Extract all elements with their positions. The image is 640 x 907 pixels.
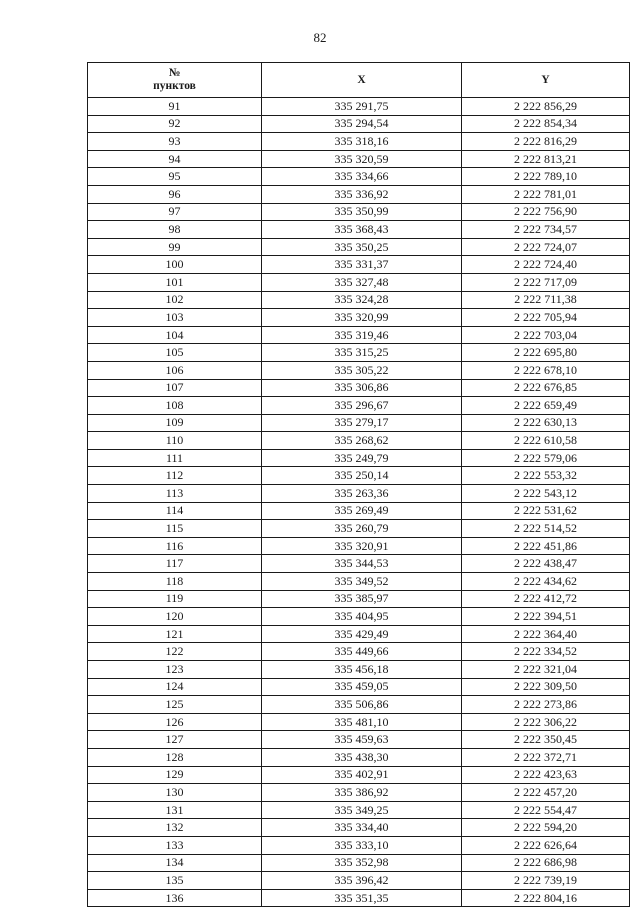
cell-x: 335 324,28 (262, 291, 462, 309)
cell-point-number: 125 (88, 696, 262, 714)
cell-point-number: 101 (88, 273, 262, 291)
cell-y: 2 222 553,32 (462, 467, 630, 485)
cell-x: 335 279,17 (262, 414, 462, 432)
cell-y: 2 222 739,19 (462, 872, 630, 890)
cell-x: 335 459,63 (262, 731, 462, 749)
cell-point-number: 110 (88, 432, 262, 450)
cell-y: 2 222 854,34 (462, 115, 630, 133)
cell-y: 2 222 334,52 (462, 643, 630, 661)
cell-point-number: 113 (88, 485, 262, 503)
cell-point-number: 97 (88, 203, 262, 221)
cell-x: 335 402,91 (262, 766, 462, 784)
cell-x: 335 249,79 (262, 449, 462, 467)
table-row (88, 467, 630, 485)
table-row (88, 485, 630, 503)
cell-x: 335 334,40 (262, 819, 462, 837)
cell-y: 2 222 350,45 (462, 731, 630, 749)
cell-x: 335 263,36 (262, 485, 462, 503)
cell-y: 2 222 434,62 (462, 573, 630, 591)
cell-point-number: 98 (88, 221, 262, 239)
header-number-sign: № (168, 67, 181, 79)
cell-y: 2 222 816,29 (462, 133, 630, 151)
cell-x: 335 456,18 (262, 661, 462, 679)
cell-y: 2 222 734,57 (462, 221, 630, 239)
table-row (88, 326, 630, 344)
cell-y: 2 222 711,38 (462, 291, 630, 309)
table-row (88, 344, 630, 362)
header-row (88, 63, 630, 98)
cell-point-number: 106 (88, 361, 262, 379)
cell-x: 335 459,05 (262, 678, 462, 696)
cell-point-number: 121 (88, 625, 262, 643)
cell-point-number: 108 (88, 397, 262, 415)
cell-y: 2 222 813,21 (462, 150, 630, 168)
cell-x: 335 333,10 (262, 836, 462, 854)
cell-x: 335 396,42 (262, 872, 462, 890)
cell-y: 2 222 554,47 (462, 801, 630, 819)
table-row (88, 748, 630, 766)
cell-y: 2 222 705,94 (462, 309, 630, 327)
cell-x: 335 334,66 (262, 168, 462, 186)
cell-point-number: 100 (88, 256, 262, 274)
cell-point-number: 124 (88, 678, 262, 696)
table-row (88, 801, 630, 819)
cell-point-number: 103 (88, 309, 262, 327)
cell-x: 335 250,14 (262, 467, 462, 485)
cell-x: 335 294,54 (262, 115, 462, 133)
cell-y: 2 222 451,86 (462, 537, 630, 555)
table-row (88, 449, 630, 467)
cell-point-number: 130 (88, 784, 262, 802)
table-row (88, 854, 630, 872)
cell-y: 2 222 724,07 (462, 238, 630, 256)
table-row (88, 309, 630, 327)
cell-point-number: 114 (88, 502, 262, 520)
table-row (88, 203, 630, 221)
cell-point-number: 95 (88, 168, 262, 186)
table-row (88, 590, 630, 608)
cell-y: 2 222 309,50 (462, 678, 630, 696)
cell-y: 2 222 695,80 (462, 344, 630, 362)
cell-point-number: 129 (88, 766, 262, 784)
table-row (88, 150, 630, 168)
cell-x: 335 331,37 (262, 256, 462, 274)
cell-y: 2 222 438,47 (462, 555, 630, 573)
cell-y: 2 222 514,52 (462, 520, 630, 538)
cell-point-number: 118 (88, 573, 262, 591)
cell-point-number: 104 (88, 326, 262, 344)
cell-y: 2 222 781,01 (462, 185, 630, 203)
cell-x: 335 368,43 (262, 221, 462, 239)
cell-y: 2 222 579,06 (462, 449, 630, 467)
cell-point-number: 102 (88, 291, 262, 309)
cell-x: 335 327,48 (262, 273, 462, 291)
cell-y: 2 222 856,29 (462, 98, 630, 116)
cell-point-number: 126 (88, 713, 262, 731)
cell-x: 335 336,92 (262, 185, 462, 203)
cell-point-number: 122 (88, 643, 262, 661)
header-point-number (88, 63, 262, 98)
table-row (88, 414, 630, 432)
cell-x: 335 315,25 (262, 344, 462, 362)
header-y: Y (462, 63, 630, 98)
table-row (88, 889, 630, 907)
header-x: X (262, 63, 462, 98)
table-row (88, 766, 630, 784)
table-row (88, 836, 630, 854)
table-row (88, 625, 630, 643)
table-row (88, 661, 630, 679)
table-row (88, 678, 630, 696)
cell-x: 335 385,97 (262, 590, 462, 608)
cell-point-number: 117 (88, 555, 262, 573)
table-row (88, 98, 630, 116)
cell-y: 2 222 531,62 (462, 502, 630, 520)
table-row (88, 397, 630, 415)
cell-x: 335 320,99 (262, 309, 462, 327)
table-row (88, 520, 630, 538)
cell-point-number: 123 (88, 661, 262, 679)
cell-x: 335 438,30 (262, 748, 462, 766)
cell-point-number: 111 (88, 449, 262, 467)
cell-y: 2 222 364,40 (462, 625, 630, 643)
cell-point-number: 119 (88, 590, 262, 608)
coordinates-table (87, 62, 630, 907)
cell-y: 2 222 423,63 (462, 766, 630, 784)
cell-point-number: 120 (88, 608, 262, 626)
cell-y: 2 222 659,49 (462, 397, 630, 415)
cell-y: 2 222 756,90 (462, 203, 630, 221)
table-row (88, 731, 630, 749)
cell-x: 335 291,75 (262, 98, 462, 116)
table-row (88, 555, 630, 573)
table-row (88, 185, 630, 203)
cell-point-number: 112 (88, 467, 262, 485)
cell-y: 2 222 678,10 (462, 361, 630, 379)
cell-x: 335 349,52 (262, 573, 462, 591)
cell-y: 2 222 412,72 (462, 590, 630, 608)
table-row (88, 573, 630, 591)
cell-y: 2 222 372,71 (462, 748, 630, 766)
cell-x: 335 349,25 (262, 801, 462, 819)
cell-x: 335 319,46 (262, 326, 462, 344)
cell-x: 335 320,59 (262, 150, 462, 168)
table-row (88, 819, 630, 837)
cell-x: 335 386,92 (262, 784, 462, 802)
cell-x: 335 352,98 (262, 854, 462, 872)
cell-x: 335 404,95 (262, 608, 462, 626)
table-row (88, 168, 630, 186)
cell-point-number: 91 (88, 98, 262, 116)
table-row (88, 379, 630, 397)
table-row (88, 133, 630, 151)
table-row (88, 537, 630, 555)
cell-x: 335 305,22 (262, 361, 462, 379)
cell-point-number: 109 (88, 414, 262, 432)
table-row (88, 502, 630, 520)
cell-point-number: 115 (88, 520, 262, 538)
cell-point-number: 94 (88, 150, 262, 168)
cell-point-number: 92 (88, 115, 262, 133)
cell-y: 2 222 610,58 (462, 432, 630, 450)
cell-y: 2 222 789,10 (462, 168, 630, 186)
cell-y: 2 222 717,09 (462, 273, 630, 291)
cell-x: 335 296,67 (262, 397, 462, 415)
cell-point-number: 128 (88, 748, 262, 766)
cell-x: 335 320,91 (262, 537, 462, 555)
cell-y: 2 222 804,16 (462, 889, 630, 907)
cell-x: 335 350,25 (262, 238, 462, 256)
cell-point-number: 136 (88, 889, 262, 907)
table-body (88, 98, 630, 907)
table-row (88, 273, 630, 291)
cell-point-number: 131 (88, 801, 262, 819)
header-points-label: пунктов (153, 80, 196, 92)
table-header (88, 63, 630, 98)
cell-x: 335 260,79 (262, 520, 462, 538)
cell-point-number: 135 (88, 872, 262, 890)
cell-point-number: 107 (88, 379, 262, 397)
cell-y: 2 222 703,04 (462, 326, 630, 344)
table-row (88, 608, 630, 626)
cell-y: 2 222 686,98 (462, 854, 630, 872)
table-row (88, 115, 630, 133)
cell-y: 2 222 306,22 (462, 713, 630, 731)
cell-point-number: 127 (88, 731, 262, 749)
table-row (88, 784, 630, 802)
cell-y: 2 222 394,51 (462, 608, 630, 626)
page-number: 82 (313, 30, 327, 45)
cell-x: 335 429,49 (262, 625, 462, 643)
cell-x: 335 350,99 (262, 203, 462, 221)
cell-y: 2 222 630,13 (462, 414, 630, 432)
cell-point-number: 96 (88, 185, 262, 203)
cell-point-number: 134 (88, 854, 262, 872)
cell-x: 335 481,10 (262, 713, 462, 731)
table-row (88, 713, 630, 731)
table-row (88, 643, 630, 661)
cell-x: 335 306,86 (262, 379, 462, 397)
cell-x: 335 506,86 (262, 696, 462, 714)
cell-point-number: 93 (88, 133, 262, 151)
cell-point-number: 105 (88, 344, 262, 362)
table-row (88, 221, 630, 239)
cell-x: 335 449,66 (262, 643, 462, 661)
cell-y: 2 222 724,40 (462, 256, 630, 274)
cell-y: 2 222 543,12 (462, 485, 630, 503)
cell-y: 2 222 676,85 (462, 379, 630, 397)
table-row (88, 696, 630, 714)
cell-y: 2 222 457,20 (462, 784, 630, 802)
cell-x: 335 351,35 (262, 889, 462, 907)
cell-point-number: 99 (88, 238, 262, 256)
table-row (88, 872, 630, 890)
cell-y: 2 222 273,86 (462, 696, 630, 714)
table-row (88, 256, 630, 274)
table-row (88, 291, 630, 309)
cell-y: 2 222 594,20 (462, 819, 630, 837)
cell-x: 335 269,49 (262, 502, 462, 520)
cell-x: 335 318,16 (262, 133, 462, 151)
table-row (88, 238, 630, 256)
cell-point-number: 132 (88, 819, 262, 837)
table-row (88, 432, 630, 450)
cell-point-number: 116 (88, 537, 262, 555)
table-row (88, 361, 630, 379)
cell-x: 335 268,62 (262, 432, 462, 450)
cell-point-number: 133 (88, 836, 262, 854)
cell-x: 335 344,53 (262, 555, 462, 573)
cell-y: 2 222 321,04 (462, 661, 630, 679)
cell-y: 2 222 626,64 (462, 836, 630, 854)
